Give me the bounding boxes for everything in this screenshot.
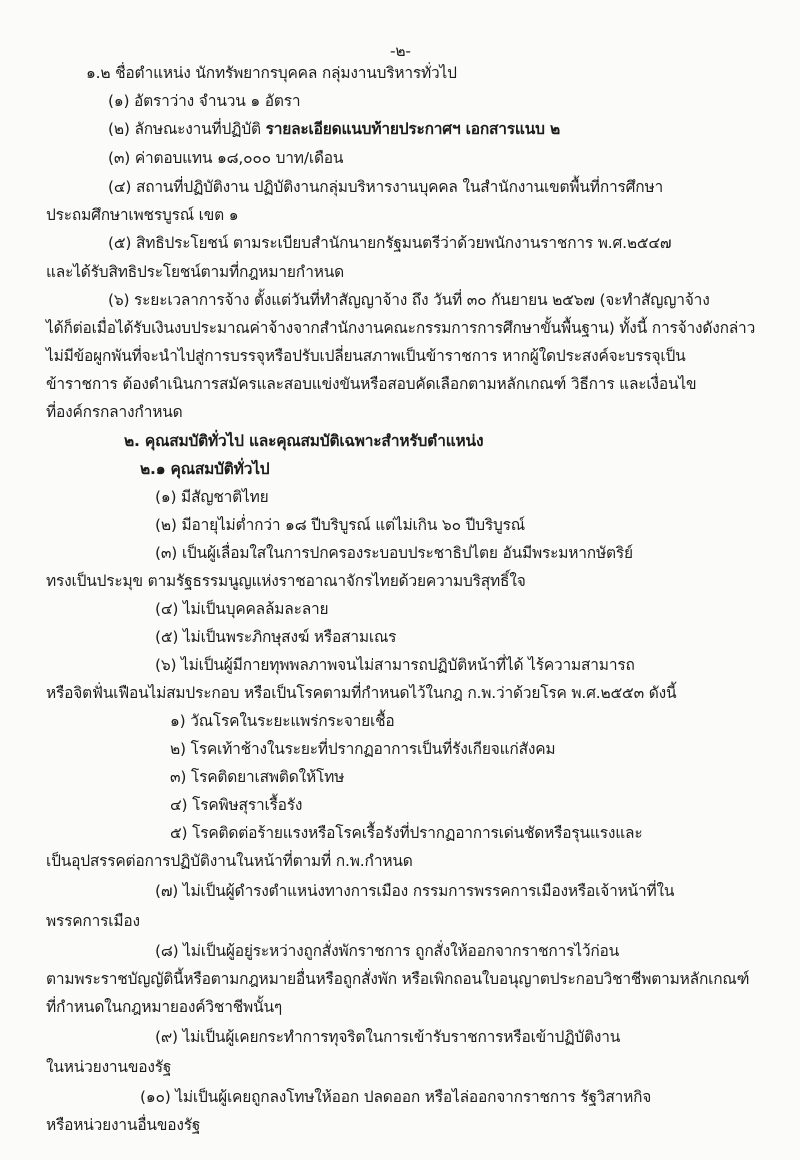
disease-item-4: ๔) โรคพิษสุราเรื้อรัง <box>170 796 303 814</box>
employment-period-cont-4: ที่องค์กรกลางกำหนด <box>46 403 183 421</box>
page-number: -๒- <box>390 42 411 60</box>
qualification-10: (๑๐) ไม่เป็นผู้เคยถูกลงโทษให้ออก ปลดออก หรือไล่ออกจากราชการ รัฐวิสาหกิจ <box>140 1088 652 1106</box>
qualification-7: (๗) ไม่เป็นผู้ดำรงตำแหน่งทางการเมือง กรรมการพรรคการเมืองหรือเจ้าหน้าที่ใน <box>155 882 675 900</box>
qualification-3-cont: ทรงเป็นประมุข ตามรัฐธรรมนูญแห่งราชอาณาจักรไทยด้วยความบริสุทธิ์ใจ <box>46 572 526 590</box>
qualification-10-cont: หรือหน่วยงานอื่นของรัฐ <box>46 1116 201 1134</box>
qualification-8-cont-1: ตามพระราชบัญญัตินี้หรือตามกฎหมายอื่นหรือถูกสั่งพัก หรือเพิกถอนใบอนุญาตประกอบวิชาชีพตามหลักเกณฑ์ <box>46 970 750 988</box>
qualification-8-cont-2: ที่กำหนดในกฎหมายองค์วิชาชีพนั้นๆ <box>46 998 282 1016</box>
compensation-item: (๓) ค่าตอบแทน ๑๘,๐๐๐ บาท/เดือน <box>108 149 344 167</box>
job-nature-attachment: รายละเอียดแนบท้ายประกาศฯ เอกสารแนบ ๒ <box>265 120 560 138</box>
benefits-item: (๕) สิทธิประโยชน์ ตามระเบียบสำนักนายกรัฐมนตรีว่าด้วยพนักงานราชการ พ.ศ.๒๕๔๗ <box>108 234 672 252</box>
qualification-6-cont: หรือจิตฟั่นเฟือนไม่สมประกอบ หรือเป็นโรคตามที่กำหนดไว้ในกฎ ก.พ.ว่าด้วยโรค พ.ศ.๒๕๕๓ ดังนี้ <box>46 684 677 702</box>
section-1-2-heading: ๑.๒ ชื่อตำแหน่ง นักทรัพยากรบุคคล กลุ่มงานบริหารทั่วไป <box>86 64 457 82</box>
qualification-7-cont: พรรคการเมือง <box>46 912 140 930</box>
workplace-item: (๔) สถานที่ปฏิบัติงาน ปฏิบัติงานกลุ่มบริหารงานบุคคล ในสำนักงานเขตพื้นที่การศึกษา <box>108 178 663 196</box>
qualification-6: (๖) ไม่เป็นผู้มีกายทุพพลภาพจนไม่สามารถปฏิบัติหน้าที่ได้ ไร้ความสามารถ <box>155 656 635 674</box>
benefits-item-cont: และได้รับสิทธิประโยชน์ตามที่กฎหมายกำหนด <box>46 263 344 281</box>
section-2-heading: ๒. คุณสมบัติทั่วไป และคุณสมบัติเฉพาะสำหรับตำแหน่ง <box>124 432 484 450</box>
qualification-9-cont: ในหน่วยงานของรัฐ <box>46 1058 172 1076</box>
employment-period-cont-1: ได้ก็ต่อเมื่อได้รับเงินงบประมาณค่าจ้างจากสำนักงานคณะกรรมการการศึกษาขั้นพื้นฐาน) ทั้งนี้ การจ้างดังกล่าว <box>46 319 756 337</box>
qualification-2: (๒) มีอายุไม่ต่ำกว่า ๑๘ ปีบริบูรณ์ แต่ไม่เกิน ๖๐ ปีบริบูรณ์ <box>155 516 525 534</box>
disease-item-5: ๕) โรคติดต่อร้ายแรงหรือโรคเรื้อรังที่ปรากฏอาการเด่นชัดหรือรุนแรงและ <box>170 824 643 842</box>
qualification-5: (๕) ไม่เป็นพระภิกษุสงฆ์ หรือสามเณร <box>155 628 397 646</box>
qualification-1: (๑) มีสัญชาติไทย <box>155 488 269 506</box>
qualification-9: (๙) ไม่เป็นผู้เคยกระทำการทุจริตในการเข้ารับราชการหรือเข้าปฏิบัติงาน <box>155 1028 621 1046</box>
job-nature-label: (๒) ลักษณะงานที่ปฏิบัติ <box>108 120 266 138</box>
disease-item-3: ๓) โรคติดยาเสพติดให้โทษ <box>170 768 345 786</box>
qualification-4: (๔) ไม่เป็นบุคคลล้มละลาย <box>155 600 329 618</box>
job-nature-item <box>108 118 560 140</box>
employment-period-cont-3: ข้าราชการ ต้องดำเนินการสมัครและสอบแข่งขันหรือสอบคัดเลือกตามหลักเกณฑ์ วิธีการ และเงื่อนไข <box>46 375 697 393</box>
qualification-3: (๓) เป็นผู้เลื่อมใสในการปกครองระบอบประชาธิปไตย อันมีพระมหากษัตริย์ <box>155 544 633 562</box>
employment-period-cont-2: ไม่มีข้อผูกพันที่จะนำไปสู่การบรรจุหรือปรับเปลี่ยนสภาพเป็นข้าราชการ หากผู้ใดประสงค์จะบรรจุเป็น <box>46 347 686 365</box>
qualification-8: (๘) ไม่เป็นผู้อยู่ระหว่างถูกสั่งพักราชการ ถูกสั่งให้ออกจากราชการไว้ก่อน <box>155 942 620 960</box>
workplace-item-cont: ประถมศึกษาเพชรบูรณ์ เขต ๑ <box>46 206 239 224</box>
disease-item-2: ๒) โรคเท้าช้างในระยะที่ปรากฏอาการเป็นที่รังเกียจแก่สังคม <box>170 740 556 758</box>
section-2-1-heading: ๒.๑ คุณสมบัติทั่วไป <box>140 460 270 478</box>
disease-item-1: ๑) วัณโรคในระยะแพร่กระจายเชื้อ <box>170 712 395 730</box>
disease-item-5-cont: เป็นอุปสรรคต่อการปฏิบัติงานในหน้าที่ตามที่ ก.พ.กำหนด <box>46 852 413 870</box>
employment-period-item: (๖) ระยะเวลาการจ้าง ตั้งแต่วันที่ทำสัญญาจ้าง ถึง วันที่ ๓๐ กันยายน ๒๕๖๗ (จะทำสัญญาจ้าง <box>108 291 710 309</box>
vacancy-item: (๑) อัตราว่าง จำนวน ๑ อัตรา <box>108 92 301 110</box>
